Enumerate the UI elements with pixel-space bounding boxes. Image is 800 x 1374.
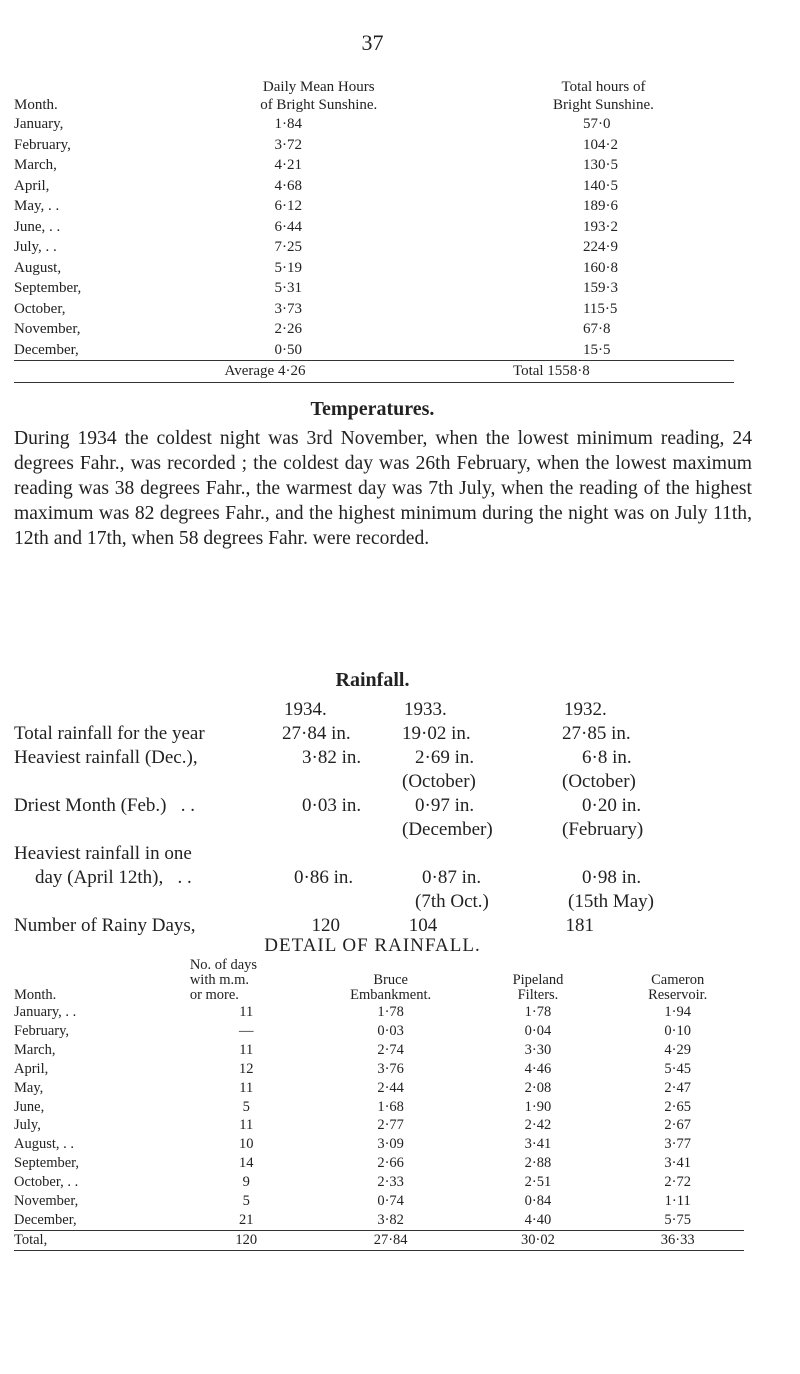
detail-bruce: 3·09 (377, 1136, 404, 1153)
detail-cameron: 1·94 (664, 1004, 691, 1020)
rainfall-day-1933: 0·87 in. (422, 867, 482, 888)
sunshine-daily: 1·84 (274, 116, 303, 132)
detail-pipeland: 0·84 (524, 1193, 552, 1210)
sunshine-body (14, 114, 734, 382)
sunshine-daily: 3·73 (274, 300, 303, 317)
detail-header-days: No. of days with m.m. or more. (189, 957, 258, 1003)
sunshine-total: 160·8 (582, 259, 618, 276)
detail-month: December, (14, 1211, 77, 1228)
detail-pipeland: 3·30 (524, 1041, 552, 1058)
rainfall-driest-1934: 0·03 in. (302, 795, 362, 816)
rainfall-day-note-1932: (15th May) (568, 891, 655, 912)
rainfall-total-1933: 19·02 in. (402, 723, 471, 744)
rainfall-driest-1933: 0·97 in. (415, 795, 475, 816)
sunshine-total: 67·8 (582, 321, 611, 337)
detail-month: Total, (14, 1230, 176, 1250)
detail-pipeland: 1·78 (524, 1004, 552, 1020)
rainfall-day-1934: 0·86 in. (294, 867, 354, 888)
rainfall-rainy-label: Number of Rainy Days, (14, 915, 196, 936)
detail-days: 9 (242, 1174, 250, 1191)
sunshine-total: 115·5 (582, 300, 618, 317)
rainfall-heaviest-label: Heaviest rainfall (Dec.), (14, 747, 198, 768)
detail-month: June, (14, 1098, 45, 1115)
detail-header-row (14, 958, 744, 1003)
sunshine-daily: 6·44 (274, 218, 303, 235)
sunshine-row (14, 258, 734, 279)
sunshine-month: September, (14, 280, 82, 296)
detail-month: March, (14, 1041, 56, 1058)
detail-days: 11 (239, 1004, 254, 1020)
detail-row (14, 1192, 744, 1211)
detail-row (14, 1173, 744, 1192)
detail-row (14, 1116, 744, 1135)
sunshine-daily: 4·21 (274, 157, 303, 173)
rainfall-day-label-row (14, 842, 744, 866)
detail-cameron: 5·45 (664, 1060, 691, 1077)
rainfall-summary (14, 698, 744, 938)
sunshine-total: 15·5 (582, 341, 611, 358)
rainfall-day-label: Heaviest rainfall in one (14, 843, 192, 864)
detail-bruce: 3·82 (377, 1211, 404, 1228)
sunshine-row (14, 319, 734, 340)
rainfall-day-notes-row (14, 890, 744, 914)
sunshine-daily: 7·25 (274, 239, 303, 255)
detail-days: 10 (239, 1136, 254, 1153)
detail-body (14, 1003, 744, 1250)
rainfall-heaviest-row (14, 746, 744, 770)
sunshine-row (14, 114, 734, 135)
sunshine-month: March, (14, 157, 57, 173)
rainfall-day-note-1933: (7th Oct.) (415, 891, 489, 912)
detail-header-bruce: Bruce Embankment. (350, 972, 432, 1003)
detail-pipeland: 2·51 (524, 1174, 552, 1191)
rainfall-driest-label: Driest Month (Feb.) . . (14, 795, 196, 816)
sunshine-daily: 5·19 (274, 259, 303, 276)
detail-month: September, (14, 1155, 80, 1172)
sunshine-daily: 3·72 (274, 136, 303, 153)
detail-month: February, (14, 1022, 70, 1039)
detail-bruce: 2·77 (377, 1117, 404, 1134)
detail-month: January, . . (14, 1004, 77, 1020)
sunshine-header-total: Total hours of Bright Sunshine. (553, 79, 654, 113)
sunshine-row (14, 176, 734, 197)
detail-month: August, . . (14, 1136, 75, 1153)
rainfall-heaviest-note-1933: (October) (402, 771, 476, 792)
detail-row (14, 1022, 744, 1041)
detail-bruce: 2·44 (377, 1079, 404, 1096)
sunshine-grand-total: Total 1558·8 (473, 361, 734, 383)
detail-cameron: 2·65 (664, 1098, 691, 1115)
detail-days: 12 (239, 1060, 254, 1077)
rainfall-total-1934: 27·84 in. (282, 723, 351, 744)
rainfall-heading: Rainfall. (335, 669, 410, 691)
detail-cameron: 36·33 (611, 1230, 744, 1250)
sunshine-total: 140·5 (582, 177, 618, 194)
sunshine-header-month: Month. (14, 97, 58, 113)
rainfall-day-1932: 0·98 in. (582, 867, 642, 888)
detail-days: 11 (239, 1079, 254, 1096)
detail-row (14, 1060, 744, 1079)
rainfall-driest-note-1932: (February) (562, 819, 644, 840)
detail-days: 5 (242, 1098, 250, 1115)
detail-row (14, 1079, 744, 1098)
sunshine-summary-row (14, 361, 734, 383)
sunshine-daily: 4·68 (274, 177, 303, 194)
detail-header-pipeland: Pipeland Filters. (512, 972, 564, 1003)
rainfall-heaviest-note-1932: (October) (562, 771, 636, 792)
sunshine-total: 130·5 (582, 157, 618, 173)
sunshine-month: August, (14, 259, 62, 276)
detail-row (14, 1154, 744, 1173)
detail-cameron: 2·72 (664, 1174, 691, 1191)
detail-heading: DETAIL OF RAINFALL. (264, 935, 481, 956)
rainfall-heaviest-1934: 3·82 in. (302, 747, 362, 768)
detail-days: 14 (239, 1155, 254, 1172)
detail-month: October, . . (14, 1174, 79, 1191)
sunshine-total: 224·9 (582, 239, 618, 255)
sunshine-month: June, . . (14, 218, 61, 235)
sunshine-average: Average 4·26 (165, 361, 473, 383)
detail-bruce: 2·74 (377, 1041, 404, 1058)
sunshine-month: May, . . (14, 198, 60, 214)
sunshine-daily: 0·50 (274, 341, 303, 358)
detail-pipeland: 3·41 (524, 1136, 552, 1153)
temperatures-paragraph: During 1934 the coldest night was 3rd November, when the lowest minimum reading, 24 degrees Fahr., was recorded ; the coldest day was 26th February, when the lowest maximum reading was 38 degrees Fahr., the warmest day was 7th July, when the reading of the highest maximum was 82 degrees Fahr., and the highest minimum during the night was on July 11th, 12th and 17th, when 58 degrees Fahr. were recorded. (14, 428, 752, 549)
detail-days: 5 (242, 1193, 250, 1210)
detail-cameron: 2·47 (664, 1079, 691, 1096)
rainfall-driest-note-1933: (December) (402, 819, 493, 840)
detail-month: April, (14, 1060, 49, 1077)
rainfall-rainy-1933: 104 (408, 915, 438, 936)
sunshine-total: 189·6 (582, 198, 618, 214)
detail-row (14, 1041, 744, 1060)
detail-cameron: 2·67 (664, 1117, 691, 1134)
sunshine-total: 193·2 (582, 218, 618, 235)
year-1933: 1933. (404, 699, 447, 720)
detail-pipeland: 2·42 (524, 1117, 552, 1134)
detail-bruce: 2·66 (377, 1155, 404, 1172)
rainfall-years-row (14, 698, 744, 722)
sunshine-month: January, (14, 116, 64, 132)
sunshine-month: November, (14, 321, 81, 337)
rainfall-driest-notes-row (14, 818, 744, 842)
detail-month: July, (14, 1117, 41, 1134)
sunshine-month: February, (14, 136, 71, 153)
rainfall-driest-1932: 0·20 in. (582, 795, 642, 816)
sunshine-month: April, (14, 177, 50, 194)
detail-bruce: 1·78 (377, 1004, 404, 1020)
detail-cameron: 4·29 (664, 1041, 691, 1058)
sunshine-row (14, 278, 734, 299)
year-1934: 1934. (284, 699, 327, 720)
rainfall-heaviest-1933: 2·69 in. (415, 747, 475, 768)
sunshine-row (14, 196, 734, 217)
detail-pipeland: 4·40 (524, 1211, 552, 1228)
detail-bruce: 2·33 (377, 1174, 404, 1191)
detail-header-cameron: Cameron Reservoir. (648, 972, 708, 1003)
sunshine-total: 57·0 (582, 116, 611, 132)
sunshine-table (14, 78, 734, 383)
detail-pipeland: 30·02 (465, 1230, 612, 1250)
detail-cameron: 5·75 (664, 1211, 691, 1228)
detail-cameron: 0·10 (664, 1022, 691, 1039)
detail-pipeland: 1·90 (524, 1098, 552, 1115)
sunshine-header-row (14, 78, 734, 114)
rainfall-heaviest-notes-row (14, 770, 744, 794)
page-number: 37 (361, 30, 384, 55)
detail-cameron: 3·41 (664, 1155, 691, 1172)
rainfall-rainy-1932: 181 (565, 915, 594, 936)
detail-days: 120 (176, 1230, 317, 1250)
detail-total-row (14, 1230, 744, 1250)
sunshine-row (14, 237, 734, 258)
sunshine-total: 159·3 (582, 280, 618, 296)
detail-pipeland: 0·04 (524, 1022, 552, 1039)
detail-bruce: 3·76 (377, 1060, 404, 1077)
detail-table (14, 958, 744, 1251)
rainfall-rainy-1934: 120 (311, 915, 341, 936)
detail-row (14, 1135, 744, 1154)
detail-row (14, 1098, 744, 1117)
sunshine-month: December, (14, 341, 79, 358)
detail-pipeland: 2·08 (524, 1079, 552, 1096)
detail-days: — (239, 1022, 254, 1039)
sunshine-month: July, . . (14, 239, 57, 255)
detail-row (14, 1003, 744, 1022)
sunshine-month: October, (14, 300, 66, 317)
detail-bruce: 27·84 (317, 1230, 465, 1250)
rainfall-total-row (14, 722, 744, 746)
detail-days: 11 (239, 1117, 254, 1134)
detail-bruce: 0·03 (377, 1022, 404, 1039)
year-1932: 1932. (564, 699, 607, 720)
detail-days: 21 (239, 1211, 254, 1228)
detail-row (14, 1211, 744, 1230)
detail-pipeland: 2·88 (524, 1155, 552, 1172)
rainfall-total-label: Total rainfall for the year (14, 723, 205, 744)
sunshine-row (14, 340, 734, 361)
rainfall-day-label-2: day (April 12th), . . (35, 867, 192, 888)
detail-month: November, (14, 1193, 79, 1210)
detail-header-month: Month. (14, 987, 57, 1003)
sunshine-total: 104·2 (582, 136, 618, 153)
rainfall-total-1932: 27·85 in. (562, 723, 631, 744)
sunshine-daily: 6·12 (274, 198, 303, 214)
sunshine-row (14, 299, 734, 320)
detail-days: 11 (239, 1041, 254, 1058)
sunshine-daily: 5·31 (274, 280, 303, 296)
sunshine-row (14, 135, 734, 156)
detail-bruce: 0·74 (377, 1193, 404, 1210)
detail-cameron: 3·77 (664, 1136, 691, 1153)
detail-cameron: 1·11 (664, 1193, 691, 1210)
rainfall-heaviest-1932: 6·8 in. (582, 747, 632, 768)
rainfall-day-row (14, 866, 744, 890)
sunshine-daily: 2·26 (274, 321, 303, 337)
sunshine-row (14, 155, 734, 176)
sunshine-header-daily: Daily Mean Hours of Bright Sunshine. (260, 79, 378, 113)
detail-pipeland: 4·46 (524, 1060, 552, 1077)
detail-month: May, (14, 1079, 44, 1096)
sunshine-row (14, 217, 734, 238)
rainfall-driest-row (14, 794, 744, 818)
detail-bruce: 1·68 (377, 1098, 404, 1115)
temperatures-heading: Temperatures. (310, 398, 435, 420)
